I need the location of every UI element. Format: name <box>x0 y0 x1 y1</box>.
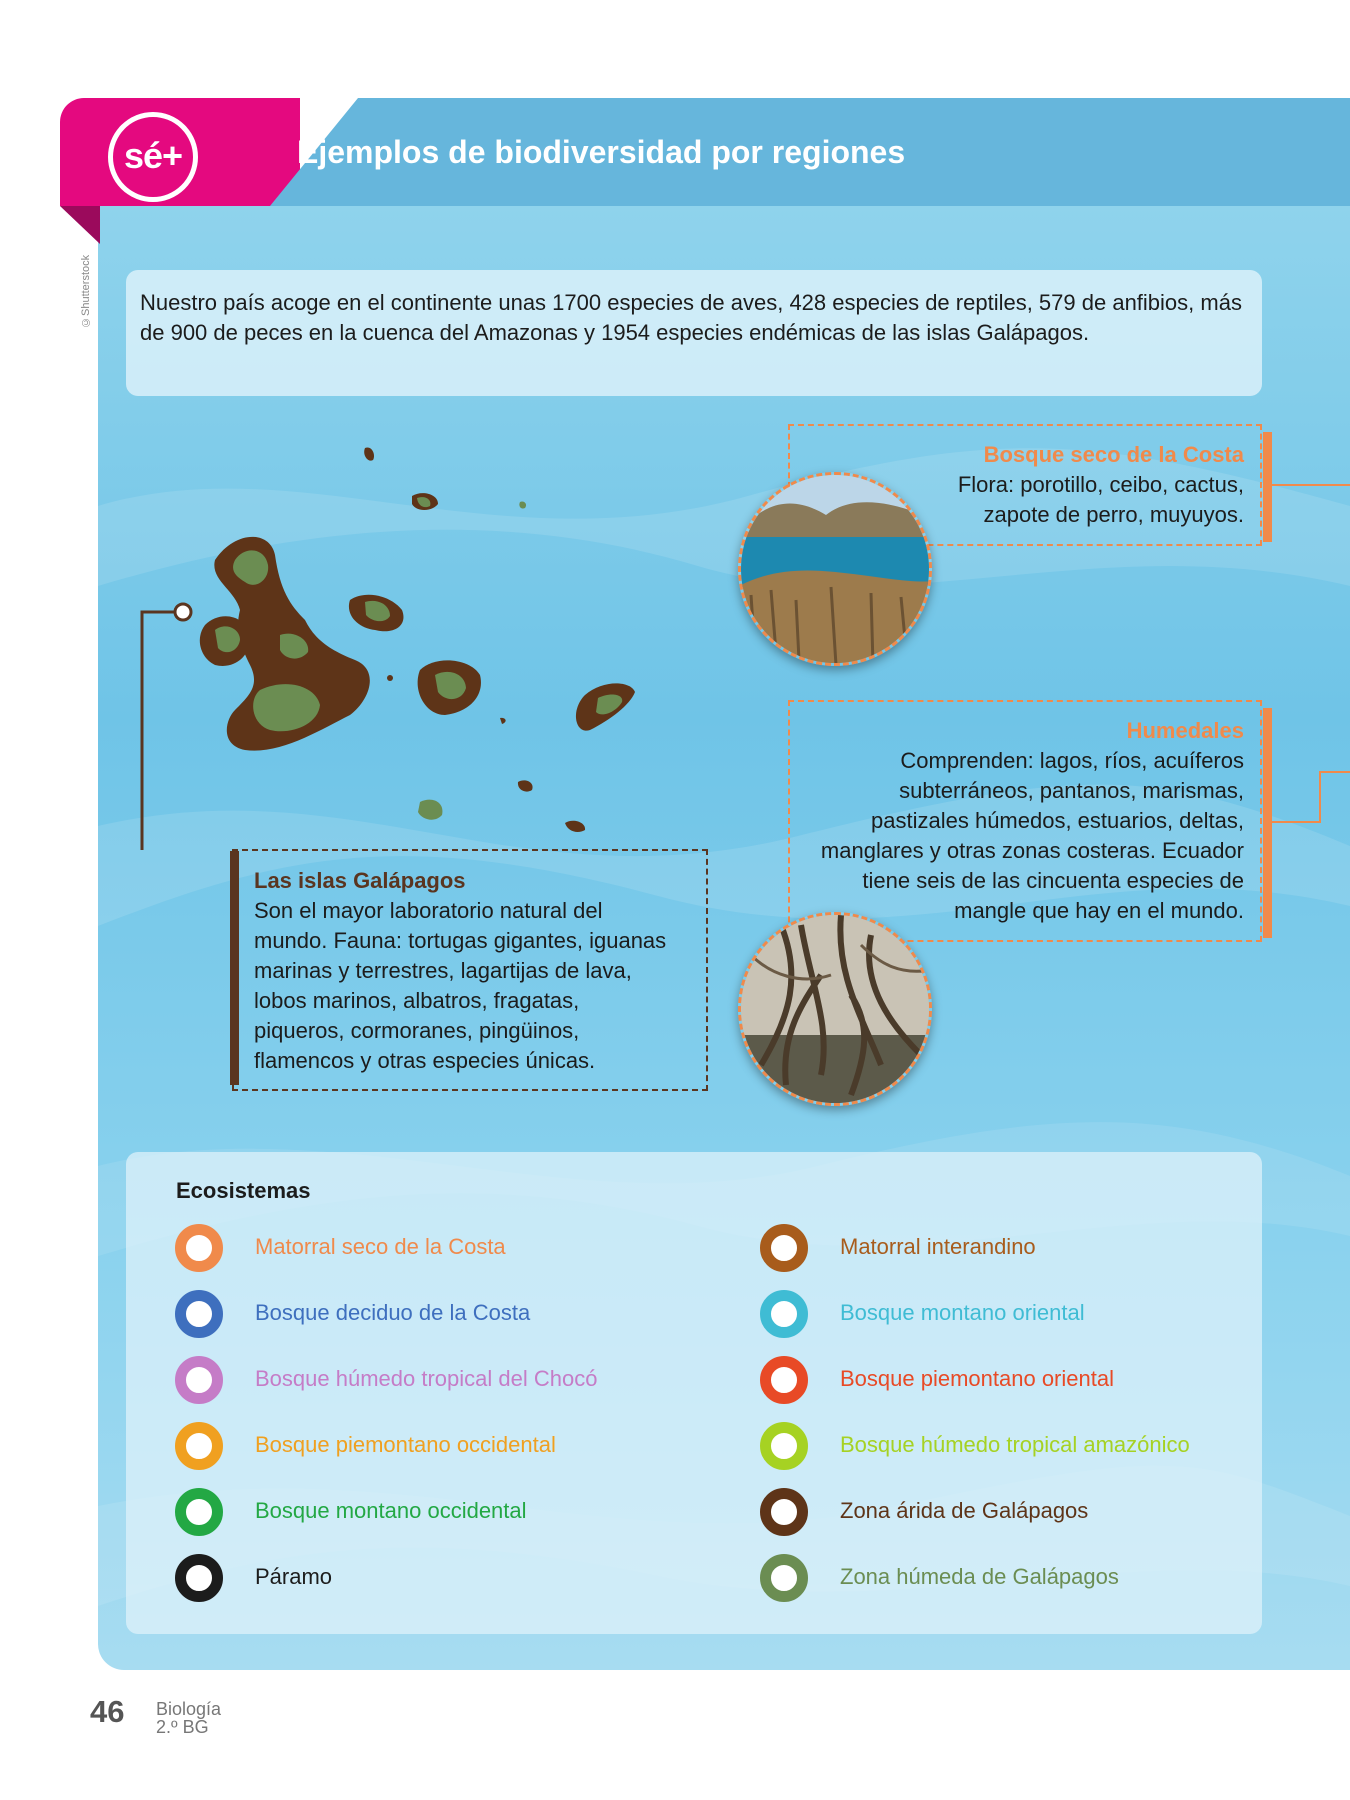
legend-label: Matorral seco de la Costa <box>255 1234 506 1259</box>
legend-title: Ecosistemas <box>176 1178 311 1203</box>
mangrove-image <box>741 915 932 1106</box>
page-title: Ejemplos de biodiversidad por regiones <box>297 134 906 170</box>
galapagos-map <box>140 430 680 850</box>
legend-label: Zona húmeda de Galápagos <box>840 1564 1119 1589</box>
legend-ring-icon <box>175 1488 223 1536</box>
intro-box <box>126 270 1262 396</box>
legend-ring-icon <box>175 1356 223 1404</box>
legend-label: Bosque húmedo tropical amazónico <box>840 1432 1190 1457</box>
humedales-line: manglares y otras zonas costeras. Ecuador <box>820 838 1244 863</box>
photo-credit: ©Shutterstock <box>80 254 92 328</box>
legend-ring-icon <box>760 1356 808 1404</box>
humedales-connector <box>1268 770 1350 826</box>
intro-text: Nuestro país acoge en el continente unas 1700 especies de aves, 428 especies de reptiles, 579 de anfibios, más de 900 de peces en la cuenca del Amazonas y 1954 especies endémicas de las islas Galápagos. <box>140 290 1242 345</box>
page-number: 46 <box>90 1694 125 1729</box>
humedales-line: subterráneos, pantanos, marismas, <box>899 778 1244 803</box>
legend-ring-icon <box>760 1488 808 1536</box>
galapagos-box <box>232 849 708 1091</box>
legend-ring-icon <box>175 1554 223 1602</box>
legend-label: Zona árida de Galápagos <box>840 1498 1089 1523</box>
galapagos-line: marinas y terrestres, lagartijas de lava, <box>254 958 632 983</box>
galapagos-title: Las islas Galápagos <box>254 868 466 893</box>
island-genovesa <box>519 501 526 508</box>
legend-label: Bosque deciduo de la Costa <box>255 1300 531 1325</box>
legend-label: Bosque piemontano occidental <box>255 1432 556 1457</box>
legend-label: Bosque piemontano oriental <box>840 1366 1114 1391</box>
galapagos-bar <box>230 851 239 1085</box>
subject-label <box>156 1700 221 1736</box>
legend-label: Páramo <box>255 1564 333 1589</box>
galapagos-line: piqueros, cormoranes, pingüinos, <box>254 1018 580 1043</box>
island-floreana <box>418 800 442 820</box>
humedales-line: Comprenden: lagos, ríos, acuíferos <box>900 748 1244 773</box>
header-fold <box>60 206 100 244</box>
galapagos-line: lobos marinos, albatros, fragatas, <box>254 988 580 1013</box>
se-mas-logo: sé+ <box>108 112 198 202</box>
ecosystem-legend <box>126 1152 1262 1634</box>
humedales-photo <box>738 912 932 1106</box>
humedales-line: pastizales húmedos, estuarios, deltas, <box>871 808 1244 833</box>
island-pinta <box>364 447 374 460</box>
island-santa-fe <box>500 718 506 724</box>
costa-line: zapote de perro, muyuyos. <box>983 502 1244 527</box>
island-pinzon <box>518 780 533 791</box>
galapagos-line: mundo. Fauna: tortugas gigantes, iguanas <box>254 928 667 953</box>
legend-label: Bosque montano oriental <box>840 1300 1085 1325</box>
costa-line: Flora: porotillo, ceibo, cactus, <box>957 472 1244 497</box>
legend-label: Matorral interandino <box>840 1234 1036 1259</box>
galapagos-text <box>254 896 704 1076</box>
legend-ring-icon <box>760 1290 808 1338</box>
galapagos-line: flamencos y otras especies únicas. <box>254 1048 596 1073</box>
costa-title: Bosque seco de la Costa <box>983 442 1244 467</box>
subject-name: Biología <box>156 1699 222 1719</box>
humedales-line: mangle que hay en el mundo. <box>954 898 1244 923</box>
galapagos-line: Son el mayor laboratorio natural del <box>254 898 603 923</box>
connector-dot <box>175 604 191 620</box>
humedales-line: tiene seis de las cincuenta especies de <box>862 868 1244 893</box>
legend-ring-icon <box>175 1422 223 1470</box>
humedales-box <box>788 700 1262 942</box>
legend-ring-icon <box>175 1224 223 1272</box>
legend-ring-icon <box>760 1224 808 1272</box>
humedales-title: Humedales <box>1126 718 1244 743</box>
costa-photo <box>738 472 932 666</box>
legend-label: Bosque montano occidental <box>255 1498 527 1523</box>
section-header <box>60 98 1350 206</box>
island-islet <box>387 675 393 681</box>
legend-ring-icon <box>175 1290 223 1338</box>
legend-ring-icon <box>760 1554 808 1602</box>
grade-name: 2.º BG <box>156 1717 209 1737</box>
costa-bar <box>1263 432 1272 542</box>
legend-label: Bosque húmedo tropical del Chocó <box>255 1366 598 1391</box>
costa-connector <box>1268 484 1350 486</box>
island-espanola <box>565 821 585 832</box>
coast-landscape-image <box>741 475 932 666</box>
legend-ring-icon <box>760 1422 808 1470</box>
